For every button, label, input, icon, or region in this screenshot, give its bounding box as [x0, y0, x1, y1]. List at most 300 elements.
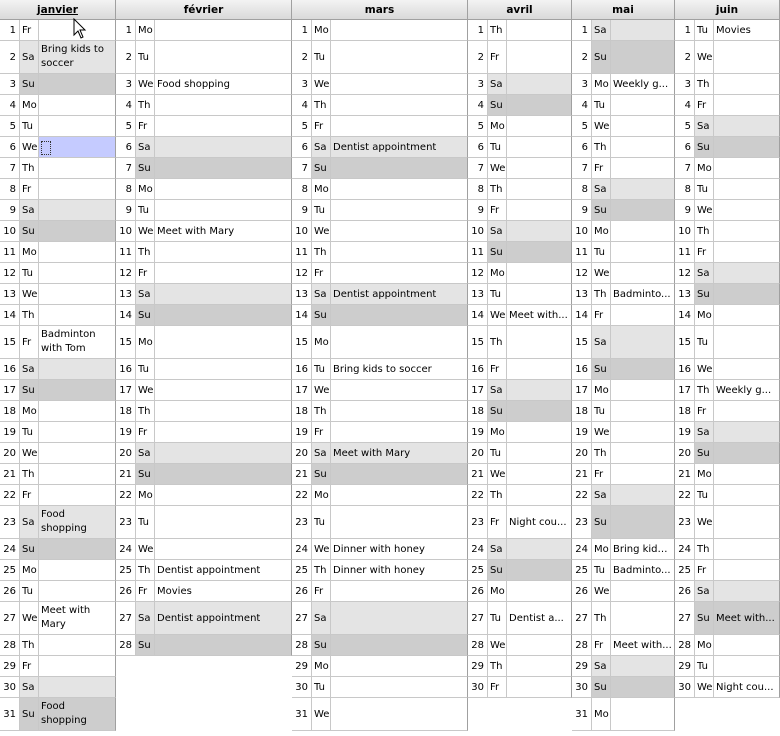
event-cell[interactable]	[610, 137, 674, 157]
day-row[interactable]	[572, 635, 675, 656]
day-row[interactable]	[292, 464, 468, 485]
day-row[interactable]	[468, 539, 572, 560]
day-row[interactable]	[292, 221, 468, 242]
day-row[interactable]	[675, 263, 780, 284]
event-cell[interactable]	[154, 359, 291, 379]
day-row[interactable]	[292, 506, 468, 539]
day-row[interactable]	[675, 677, 780, 698]
day-row[interactable]	[572, 677, 675, 698]
event-cell[interactable]	[506, 401, 571, 421]
event-cell[interactable]	[154, 506, 291, 538]
event-cell[interactable]	[38, 380, 115, 400]
event-cell[interactable]	[610, 539, 674, 559]
event-cell[interactable]	[506, 200, 571, 220]
day-row[interactable]	[0, 305, 116, 326]
day-row[interactable]	[675, 602, 780, 635]
event-cell[interactable]	[610, 263, 674, 283]
day-row[interactable]	[675, 539, 780, 560]
day-row[interactable]	[572, 137, 675, 158]
day-row[interactable]	[116, 581, 292, 602]
day-row[interactable]	[292, 443, 468, 464]
event-cell[interactable]	[713, 284, 779, 304]
event-cell[interactable]	[713, 158, 779, 178]
day-row[interactable]	[572, 179, 675, 200]
event-cell[interactable]	[330, 635, 467, 655]
day-row[interactable]	[292, 116, 468, 137]
day-row[interactable]	[468, 41, 572, 74]
event-cell[interactable]	[713, 200, 779, 220]
event-cell[interactable]	[154, 284, 291, 304]
day-row[interactable]	[292, 20, 468, 41]
event-cell[interactable]	[506, 20, 571, 40]
day-row[interactable]	[116, 95, 292, 116]
event-cell[interactable]	[38, 560, 115, 580]
event-cell[interactable]	[330, 581, 467, 601]
month-header[interactable]: mai	[572, 0, 675, 20]
event-cell[interactable]	[38, 635, 115, 655]
day-row[interactable]	[116, 263, 292, 284]
event-cell[interactable]	[610, 221, 674, 241]
day-row[interactable]	[572, 200, 675, 221]
event-cell[interactable]	[330, 485, 467, 505]
day-row[interactable]	[572, 401, 675, 422]
day-row[interactable]	[0, 179, 116, 200]
day-row[interactable]	[292, 698, 468, 731]
event-cell[interactable]	[330, 158, 467, 178]
event-cell[interactable]	[713, 221, 779, 241]
day-row[interactable]	[572, 41, 675, 74]
event-cell[interactable]	[610, 20, 674, 40]
day-row[interactable]	[0, 41, 116, 74]
day-row[interactable]	[0, 422, 116, 443]
event-cell[interactable]	[713, 581, 779, 601]
day-row[interactable]	[292, 539, 468, 560]
day-row[interactable]	[116, 635, 292, 656]
event-cell[interactable]	[154, 221, 291, 241]
day-row[interactable]	[468, 380, 572, 401]
day-row[interactable]	[468, 284, 572, 305]
day-row[interactable]	[675, 158, 780, 179]
event-cell[interactable]	[713, 602, 779, 634]
day-row[interactable]	[675, 443, 780, 464]
event-cell[interactable]	[38, 422, 115, 442]
day-row[interactable]	[572, 656, 675, 677]
day-row[interactable]	[116, 380, 292, 401]
event-cell[interactable]	[610, 200, 674, 220]
event-cell[interactable]	[713, 305, 779, 325]
event-cell[interactable]	[506, 422, 571, 442]
month-header[interactable]: février	[116, 0, 292, 20]
event-cell[interactable]	[506, 116, 571, 136]
event-cell[interactable]	[38, 179, 115, 199]
event-cell[interactable]	[154, 581, 291, 601]
day-row[interactable]	[116, 506, 292, 539]
day-row[interactable]	[572, 422, 675, 443]
day-row[interactable]	[468, 581, 572, 602]
event-cell[interactable]	[330, 74, 467, 94]
event-cell[interactable]	[610, 41, 674, 73]
day-row[interactable]	[292, 401, 468, 422]
event-cell[interactable]	[330, 326, 467, 358]
day-row[interactable]	[468, 464, 572, 485]
day-row[interactable]	[116, 602, 292, 635]
day-row[interactable]	[468, 95, 572, 116]
event-cell[interactable]	[154, 263, 291, 283]
event-cell[interactable]	[154, 380, 291, 400]
event-cell[interactable]	[506, 560, 571, 580]
day-row[interactable]	[675, 464, 780, 485]
day-row[interactable]	[468, 485, 572, 506]
event-cell[interactable]	[330, 560, 467, 580]
day-row[interactable]	[675, 284, 780, 305]
day-row[interactable]	[468, 200, 572, 221]
event-cell[interactable]	[38, 284, 115, 304]
day-row[interactable]	[675, 485, 780, 506]
event-cell[interactable]	[154, 539, 291, 559]
event-cell[interactable]	[713, 443, 779, 463]
event-cell[interactable]	[154, 20, 291, 40]
day-row[interactable]	[0, 677, 116, 698]
event-cell[interactable]	[713, 179, 779, 199]
day-row[interactable]	[468, 443, 572, 464]
day-row[interactable]	[572, 158, 675, 179]
day-row[interactable]	[292, 242, 468, 263]
event-cell[interactable]	[38, 359, 115, 379]
event-cell[interactable]	[38, 116, 115, 136]
event-cell[interactable]	[154, 41, 291, 73]
day-row[interactable]	[572, 581, 675, 602]
day-row[interactable]	[116, 560, 292, 581]
event-cell[interactable]	[506, 221, 571, 241]
event-cell[interactable]	[713, 635, 779, 655]
day-row[interactable]	[0, 137, 116, 158]
event-cell[interactable]	[330, 41, 467, 73]
event-cell[interactable]	[330, 179, 467, 199]
event-cell[interactable]	[506, 41, 571, 73]
day-row[interactable]	[572, 380, 675, 401]
event-cell[interactable]	[154, 95, 291, 115]
event-cell[interactable]	[506, 677, 571, 697]
day-row[interactable]	[572, 95, 675, 116]
day-row[interactable]	[292, 602, 468, 635]
day-row[interactable]	[116, 359, 292, 380]
event-cell[interactable]	[38, 263, 115, 283]
day-row[interactable]	[116, 284, 292, 305]
event-cell[interactable]	[713, 137, 779, 157]
event-cell[interactable]	[506, 485, 571, 505]
event-cell[interactable]	[38, 242, 115, 262]
event-cell[interactable]	[330, 305, 467, 325]
day-row[interactable]	[116, 179, 292, 200]
event-cell[interactable]	[330, 221, 467, 241]
day-row[interactable]	[0, 221, 116, 242]
event-cell[interactable]	[330, 263, 467, 283]
day-row[interactable]	[675, 221, 780, 242]
day-row[interactable]	[0, 443, 116, 464]
event-cell[interactable]	[506, 242, 571, 262]
event-cell[interactable]	[610, 698, 674, 730]
day-row[interactable]	[292, 200, 468, 221]
day-row[interactable]	[468, 137, 572, 158]
event-cell[interactable]	[154, 401, 291, 421]
day-row[interactable]	[0, 560, 116, 581]
month-header[interactable]: mars	[292, 0, 468, 20]
day-row[interactable]	[675, 326, 780, 359]
day-row[interactable]	[292, 677, 468, 698]
day-row[interactable]	[468, 506, 572, 539]
day-row[interactable]	[292, 485, 468, 506]
day-row[interactable]	[468, 677, 572, 698]
month-header[interactable]: avril	[468, 0, 572, 20]
event-cell[interactable]	[610, 581, 674, 601]
day-row[interactable]	[572, 326, 675, 359]
event-cell[interactable]	[506, 179, 571, 199]
event-cell[interactable]	[713, 74, 779, 94]
event-cell[interactable]	[38, 200, 115, 220]
day-row[interactable]	[292, 95, 468, 116]
event-cell[interactable]	[713, 539, 779, 559]
day-row[interactable]	[468, 305, 572, 326]
event-cell[interactable]	[506, 656, 571, 676]
day-row[interactable]	[468, 422, 572, 443]
day-row[interactable]	[572, 698, 675, 731]
day-row[interactable]	[468, 179, 572, 200]
day-row[interactable]	[675, 401, 780, 422]
event-cell[interactable]	[154, 116, 291, 136]
day-row[interactable]	[292, 137, 468, 158]
event-cell[interactable]	[38, 602, 115, 634]
day-row[interactable]	[0, 116, 116, 137]
event-cell[interactable]	[506, 263, 571, 283]
event-cell[interactable]	[713, 326, 779, 358]
event-cell[interactable]	[38, 401, 115, 421]
day-row[interactable]	[0, 485, 116, 506]
day-row[interactable]	[675, 41, 780, 74]
day-row[interactable]	[468, 635, 572, 656]
event-cell[interactable]	[713, 464, 779, 484]
day-row[interactable]	[292, 635, 468, 656]
day-row[interactable]	[116, 41, 292, 74]
day-row[interactable]	[572, 602, 675, 635]
event-cell[interactable]	[330, 698, 467, 730]
day-row[interactable]	[468, 116, 572, 137]
event-cell[interactable]	[154, 422, 291, 442]
event-cell[interactable]	[506, 464, 571, 484]
day-row[interactable]	[572, 116, 675, 137]
event-cell[interactable]	[610, 602, 674, 634]
event-cell[interactable]	[330, 677, 467, 697]
event-cell[interactable]	[330, 401, 467, 421]
day-row[interactable]	[468, 158, 572, 179]
event-cell[interactable]	[38, 305, 115, 325]
event-cell[interactable]	[610, 179, 674, 199]
event-cell[interactable]	[713, 242, 779, 262]
day-row[interactable]	[675, 560, 780, 581]
day-row[interactable]	[675, 179, 780, 200]
event-cell[interactable]	[610, 464, 674, 484]
day-row[interactable]	[292, 380, 468, 401]
day-row[interactable]	[0, 464, 116, 485]
event-cell[interactable]	[713, 380, 779, 400]
event-cell[interactable]	[330, 20, 467, 40]
day-row[interactable]	[292, 581, 468, 602]
day-row[interactable]	[572, 263, 675, 284]
event-cell[interactable]	[506, 137, 571, 157]
day-row[interactable]	[468, 560, 572, 581]
day-row[interactable]	[292, 305, 468, 326]
day-row[interactable]	[468, 602, 572, 635]
event-cell[interactable]	[330, 656, 467, 676]
event-cell[interactable]	[38, 656, 115, 676]
day-row[interactable]	[116, 485, 292, 506]
event-cell[interactable]	[610, 506, 674, 538]
day-row[interactable]	[0, 635, 116, 656]
day-row[interactable]	[468, 74, 572, 95]
day-row[interactable]	[0, 20, 116, 41]
event-cell[interactable]	[154, 158, 291, 178]
day-row[interactable]	[572, 20, 675, 41]
event-cell[interactable]	[610, 656, 674, 676]
event-cell[interactable]	[330, 200, 467, 220]
day-row[interactable]	[116, 137, 292, 158]
event-cell[interactable]	[38, 698, 115, 730]
event-cell[interactable]	[506, 305, 571, 325]
day-row[interactable]	[675, 380, 780, 401]
day-row[interactable]	[675, 200, 780, 221]
day-row[interactable]	[0, 284, 116, 305]
day-row[interactable]	[468, 401, 572, 422]
day-row[interactable]	[116, 539, 292, 560]
event-cell[interactable]	[330, 422, 467, 442]
day-row[interactable]	[292, 74, 468, 95]
event-cell[interactable]	[38, 41, 115, 73]
day-row[interactable]	[468, 263, 572, 284]
event-cell[interactable]	[506, 581, 571, 601]
event-cell[interactable]	[154, 560, 291, 580]
event-cell[interactable]	[610, 242, 674, 262]
event-cell[interactable]	[38, 539, 115, 559]
day-row[interactable]	[292, 359, 468, 380]
event-cell[interactable]	[610, 284, 674, 304]
event-cell[interactable]	[506, 506, 571, 538]
event-cell[interactable]	[38, 74, 115, 94]
day-row[interactable]	[116, 464, 292, 485]
day-row[interactable]	[675, 20, 780, 41]
day-row[interactable]	[675, 581, 780, 602]
day-row[interactable]	[572, 560, 675, 581]
event-cell[interactable]	[154, 137, 291, 157]
event-cell[interactable]	[506, 359, 571, 379]
event-cell[interactable]	[610, 74, 674, 94]
event-cell[interactable]	[154, 602, 291, 634]
day-row[interactable]	[0, 602, 116, 635]
event-cell[interactable]	[330, 443, 467, 463]
event-cell[interactable]	[713, 401, 779, 421]
day-row[interactable]	[116, 221, 292, 242]
event-cell[interactable]	[713, 656, 779, 676]
event-cell[interactable]	[154, 443, 291, 463]
event-cell[interactable]	[38, 443, 115, 463]
day-row[interactable]	[0, 401, 116, 422]
event-cell[interactable]	[506, 602, 571, 634]
event-cell[interactable]	[610, 635, 674, 655]
month-header[interactable]: juin	[675, 0, 780, 20]
day-row[interactable]	[292, 656, 468, 677]
event-cell[interactable]	[610, 359, 674, 379]
day-row[interactable]	[116, 158, 292, 179]
day-row[interactable]	[675, 242, 780, 263]
day-row[interactable]	[572, 284, 675, 305]
event-cell[interactable]	[38, 677, 115, 697]
day-row[interactable]	[0, 200, 116, 221]
event-cell[interactable]	[154, 74, 291, 94]
day-row[interactable]	[468, 359, 572, 380]
event-cell[interactable]	[38, 95, 115, 115]
day-row[interactable]	[0, 263, 116, 284]
day-row[interactable]	[572, 221, 675, 242]
day-row[interactable]	[0, 380, 116, 401]
day-row[interactable]	[116, 74, 292, 95]
day-row[interactable]	[292, 179, 468, 200]
event-cell[interactable]	[38, 485, 115, 505]
event-cell[interactable]	[154, 242, 291, 262]
day-row[interactable]	[0, 326, 116, 359]
event-cell[interactable]	[38, 221, 115, 241]
event-cell[interactable]	[330, 359, 467, 379]
day-row[interactable]	[292, 422, 468, 443]
day-row[interactable]	[675, 506, 780, 539]
event-cell[interactable]	[330, 137, 467, 157]
day-row[interactable]	[116, 305, 292, 326]
event-cell[interactable]	[154, 200, 291, 220]
day-row[interactable]	[572, 74, 675, 95]
event-cell[interactable]	[610, 443, 674, 463]
day-row[interactable]	[292, 560, 468, 581]
day-row[interactable]	[572, 506, 675, 539]
event-cell[interactable]	[610, 305, 674, 325]
day-row[interactable]	[116, 422, 292, 443]
event-cell[interactable]	[610, 116, 674, 136]
day-row[interactable]	[0, 656, 116, 677]
event-cell[interactable]	[610, 95, 674, 115]
event-cell[interactable]	[506, 539, 571, 559]
event-cell[interactable]	[713, 41, 779, 73]
day-row[interactable]	[572, 485, 675, 506]
day-row[interactable]	[292, 326, 468, 359]
day-row[interactable]	[292, 263, 468, 284]
event-cell[interactable]	[610, 158, 674, 178]
day-row[interactable]	[572, 539, 675, 560]
event-cell[interactable]	[38, 506, 115, 538]
day-row[interactable]	[0, 506, 116, 539]
day-row[interactable]	[675, 74, 780, 95]
event-cell[interactable]	[713, 263, 779, 283]
event-cell[interactable]	[38, 137, 115, 157]
event-cell[interactable]	[154, 326, 291, 358]
day-row[interactable]	[116, 401, 292, 422]
day-row[interactable]	[468, 221, 572, 242]
day-row[interactable]	[675, 635, 780, 656]
day-row[interactable]	[0, 359, 116, 380]
event-cell[interactable]	[506, 158, 571, 178]
month-header[interactable]: janvier	[0, 0, 116, 20]
day-row[interactable]	[0, 242, 116, 263]
day-row[interactable]	[0, 95, 116, 116]
event-cell[interactable]	[506, 95, 571, 115]
event-cell[interactable]	[506, 443, 571, 463]
event-cell[interactable]	[610, 485, 674, 505]
event-cell[interactable]	[154, 635, 291, 655]
